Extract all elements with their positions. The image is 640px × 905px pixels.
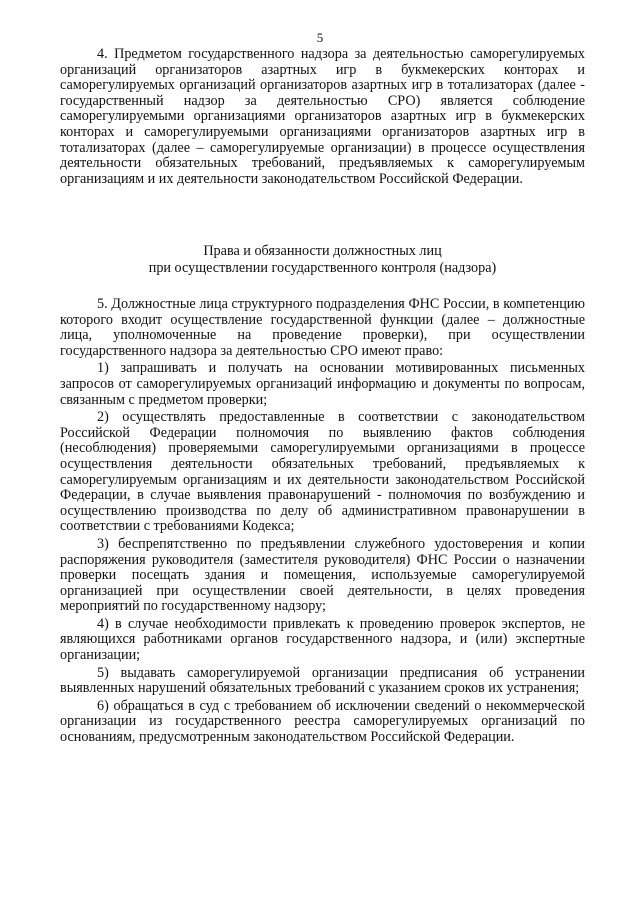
section-heading [60, 243, 585, 277]
paragraph-4: 4. Предметом государственного надзора за деятельностью саморегулируемых организаций организаторов азартных игр в букмекерских конторах и саморегулируемых организаций организаторов азартных игр в тотализаторах (далее - государственный надзор за деятельностью СРО) является соблюдение саморегулируемыми организациями организаторов азартных игр в букмекерских конторах и саморегулируемыми организациями организаторов азартных игр в тотализаторах (далее – саморегулируемые организации) в процессе осуществления деятельности обязательных требований, предъявляемых к саморегулируемым организациям и их деятельности законодательством Российской Федерации. [60, 46, 585, 187]
rights-list-item-6: 6) обращаться в суд с требованием об исключении сведений о некоммерческой организации из государственного реестра саморегулируемых организаций по основаниям, предусмотренным законодательством Российской Федерации. [60, 697, 585, 746]
rights-list-item-5: 5) выдавать саморегулируемой организации предписания об устранении выявленных нарушений обязательных требований с указанием сроков их устранения; [60, 664, 585, 697]
paragraph-5-lead: 5. Должностные лица структурного подразделения ФНС России, в компетенцию которого входит осуществление государственной функции (далее – должностные лица, уполномоченные на проведение проверки), при осуществлении государственного надзора за деятельностью СРО имеют право: [60, 296, 585, 359]
paragraph-4-block [60, 47, 585, 187]
rights-list-item-3: 3) беспрепятственно по предъявлении служебного удостоверения и копии распоряжения руководителя (заместителя руководителя) ФНС России о назначении проверки посещать здания и помещения, используемые саморегулируемой организацией при осуществлении своей деятельности, в целях проведения мероприятий по государственному надзору; [60, 535, 585, 615]
page-number: 5 [316, 30, 324, 45]
section-heading-line-1: Права и обязанности должностных лиц [203, 243, 442, 259]
paragraph-5-block [60, 297, 585, 748]
rights-list-item-2: 2) осуществлять предоставленные в соответствии с законодательством Российской Федерации полномочия по выявлению фактов соблюдения (несоблюдения) проверяемыми саморегулируемыми организациями в процессе осуществления деятельности обязательных требований, предъявляемых к саморегулируемым организациям и их деятельности законодательством Российской Федерации, в случае выявления правонарушений - полномочия по возбуждению и осуществлению производства по делу об административном правонарушении в соответствии с требованиями Кодекса; [60, 409, 585, 535]
rights-list-item-1: 1) запрашивать и получать на основании мотивированных письменных запросов от саморегулируемых организаций информацию и документы по вопросам, связанным с предметом проверки; [60, 360, 585, 408]
rights-list-item-4: 4) в случае необходимости привлекать к проведению проверок экспертов, не являющихся работниками органов государственного надзора, и (или) экспертные организации; [60, 615, 585, 664]
section-heading-line-2: при осуществлении государственного контроля (надзора) [148, 260, 497, 276]
